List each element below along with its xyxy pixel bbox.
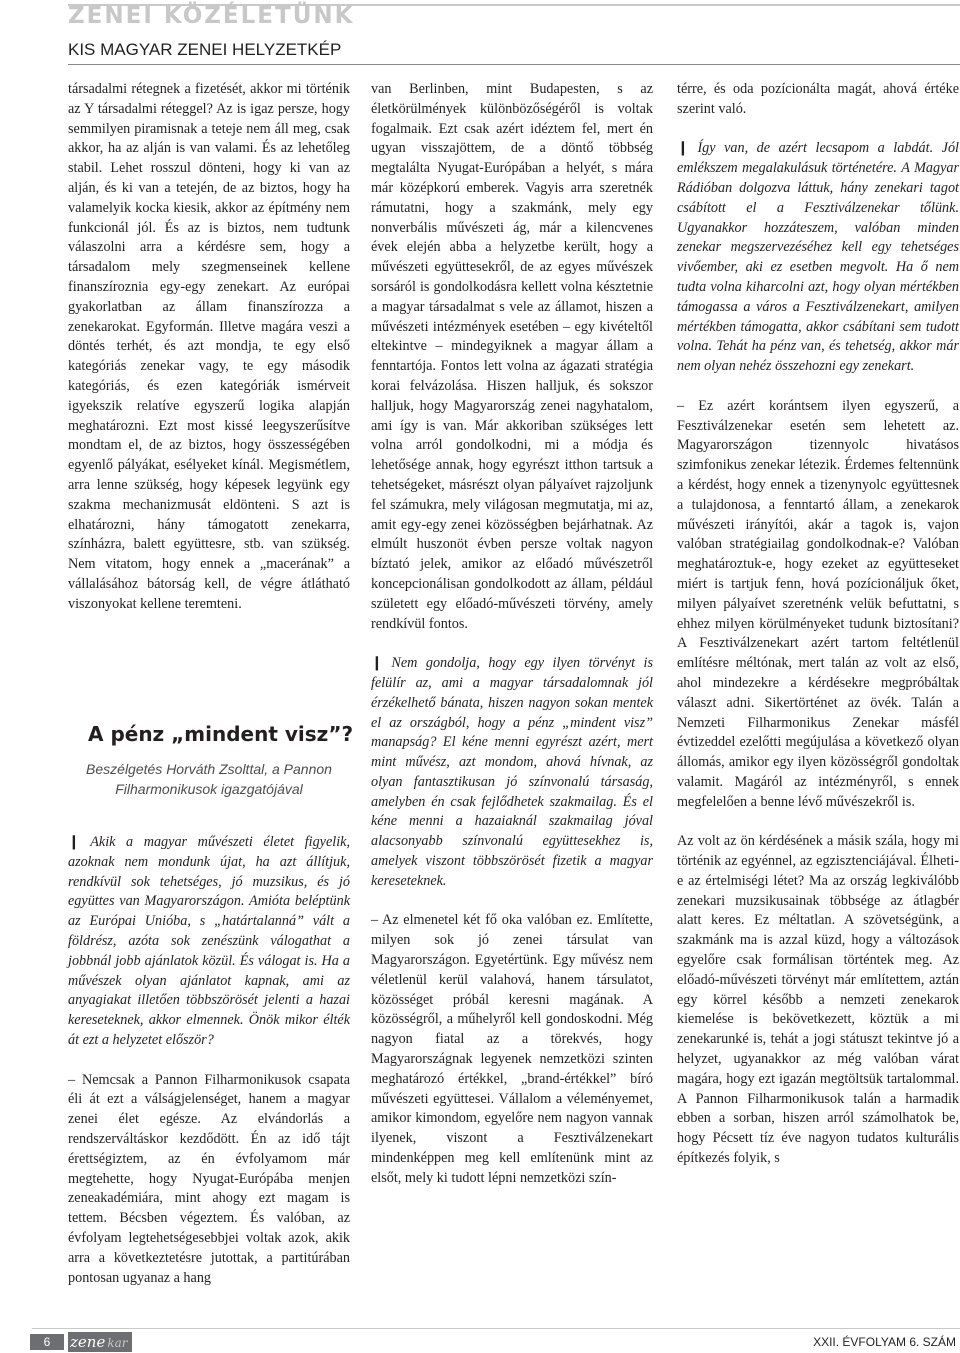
- page-number: 6: [30, 1334, 64, 1350]
- question-marker-icon: ❙: [68, 834, 80, 850]
- interview-question: [371, 654, 653, 892]
- interview-answer: – Az elmenetel két fő oka valóban ez. Említette, milyen sok jó zenei társulat van Magyarországon. Egyetértünk. Egy művész nem véletlenül kerül valahová, hanem társulatot, közösséget próbál keresni magának. A közösségről, a műhelyről kell gondoskodni. Még nagyon fiatal az a törekvés, hogy Magyarországnak legyenek nemzetközi szinten meghatározó értékkel, „brand-értékkel” bíró művészeti együttesei. Vállalom a véleményemet, amikor kimondom, egyelőre nem nagyon vannak ilyenek, viszont a Fesztiválzenekart mindenképpen meg kell említenünk mint az elsőt, mely ki tudott lépni nemzetközi szín-: [371, 912, 653, 1186]
- interview-subtitle: Beszélgetés Horváth Zsolttal, a Pannon Filharmonikusok igazgatójával: [86, 761, 332, 797]
- body-paragraph: van Berlinben, mint Budapesten, s az életkörülmények különbözőségéről is voltak fogalmaik. Ezt csak azért idéztem fel, mert én ugyan visszajöttem, de a döntő többség megtalálta Nyugat-Európában a helyét, s mára már középkorú emberek. Vagyis arra szeretnék rámutatni, hogy a szakmánk, mely egy nonverbális művészeti ág, már a kilencvenes évek elején abba a helyzetbe került, hogy a művészeti együttesekről, de az egyes művészek sorsáról is gondolkodásra kellett volna késztetnie a magyar társadalmat s vele az államot, hiszen a művészeti intézmények esetében – egy kivételtől eltekintve – mindegyiknek a magyar állam a fenntartója. Fontos lett volna az ágazati stratégia korai felvázolása. Hiszen halljuk, és sokszor halljuk, hogy Magyarország zenei nagyhatalom, ami így is van. Már akkoriban szükséges lett volna arról gondolkodni, mi a módja és lehetősége annak, hogy egyrészt itthon tartsuk a tehetségeket, másrészt olyan pályaívet rajzoljunk fel számukra, mely világosan megmutatja, mi az, amit egy-egy zenei közösségben bejárhatnak. Az elmúlt huszonöt évben persze voltak nagyon bíztató jelek, amikor az előadó művészetről koncepcionálisan gondolkodott az állam, például született egy előadó-művészeti törvény, amely rendkívül fontos.: [371, 81, 653, 632]
- column-2: [371, 80, 653, 1189]
- interview-answer: – Nemcsak a Pannon Filharmonikusok csapata éli át ezt a válságjelenséget, hanem a magyar zenei élet egésze. Az elvándorlás a rendszerváltáskor kezdődött. Én az idő tájt érettségiztem, az én évfolyamom már megtehette, hogy Nyugat-Európába menjen zeneakadémiára, mint ahogy ezt magam is tettem. Bécsben végeztem. És valóban, az évfolyam legtehetségesebbjei voltak azok, akik arra a következtetésre jutottak, a partitúrában pontosan ugyanaz a hang: [68, 1071, 350, 1286]
- magazine-logo: [68, 1332, 132, 1352]
- question-text: Így van, de azért lecsapom a labdát. Jól emlékszem megalakulásuk történetére. A Magyar Rádióban dolgozva láttuk, hány zenekari tagot csábított el a Fesztiválzenekar tőlünk. Ugyanakkor hozzáteszem, valóban minden zenekar megszervezéséhez kell egy tehetséges vivőember, aki ez esetben megvolt. Ha ő nem tudta volna kiharcolni azt, hogy olyan mértékben támogassa a város a Fesztiválzenekart, amilyen mértékben támogatta, akkor csábítani sem tudott volna. Tehát ha pénz van, és tehetség, akkor már nem olyan nehéz összehozni egy zenekart.: [677, 140, 959, 375]
- interview-title: A pénz „mindent visz”?: [88, 722, 354, 746]
- body-paragraph: társadalmi rétegnek a fizetését, akkor mi történik az Y társadalmi réteggel? Az is igaz persze, hogy semmilyen piramisnak a teteje nem áll meg, csak akkor, ha az alján is van valami. És az lehetőleg stabil. Lehet rosszul dönteni, hogy ki van az alján, és ki van a tetején, de az biztos, hogy ha valamelyik kocka kiesik, akkor az építmény nem funkcionál jól. És az is biztos, nem tudtunk válaszolni arra a kérdésre sem, hogy a társadalom mely szegmenseinek kellene finanszíroznia egy-egy zenekart. Az európai gyakorlatban az állam finanszírozza a zenekarokat. Egyformán. Illetve magára veszi a döntés terhét, és azt mondja, te egy első kategóriás zenekar vagy, te egy második kategóriás, és ezen kategóriák ismérveit igyekszik relatíve egyszerű logika alapján meghatározni. Ezt most kissé leegyszerűsítve mondtam el, de az biztos, hogy összességében egyenlő pályákat, esélyeket kínál. Megismétlem, arra lenne szükség, hogy képesek legyünk egy szakma mechanizmusát eldönteni. S azt is elhatározni, hány támogatott zenekarra, színházra, balett együttesre, stb. van szükség. Nem vitatom, hogy ennek a „macerának” a vállalásához bátorság kell, de végre átlátható viszonyokat kellene teremteni.: [68, 81, 350, 612]
- issue-label: XXII. ÉVFOLYAM 6. SZÁM: [813, 1335, 956, 1349]
- logo-primary: zene: [70, 1333, 106, 1351]
- header-divider: [68, 64, 960, 65]
- body-paragraph: Az volt az ön kérdésének a másik szála, hogy mi történik az egyénnel, az egzisztenciájával. Élheti-e az értelmiségi létet? Ma az ország legkiválóbb zenekari muzsikusainak többsége az átlagbér alatt keres. Ez méltatlan. A szövetségünk, a szakmánk ma is azzal küzd, hogy a változások egyelőre csak formálisan történtek meg. Az előadó-művészeti törvényt már említettem, aztán egy körrel később a nemzeti zenekarok kiemelése is bekövetkezett, köztük a mi zenekarunké is, tehát a jogi státuszt tekintve jó a helyzet, ugyanakkor az még valóban várat magára, hogy ezt igazán megtöltsük tartalommal. A Pannon Filharmonikusok talán a harmadik ebben a sorban, hiszen arról számolhatok be, hogy Pécsett tíz éve nagyon tudatos kulturális építkezés folyik, s: [677, 833, 959, 1167]
- section-title: ZENEI KÖZÉLETÜNK: [68, 3, 355, 29]
- footer-rule: [32, 1328, 960, 1329]
- interview-question: [677, 139, 959, 377]
- column-1: [68, 80, 350, 615]
- column-3: [677, 80, 959, 1169]
- question-text: Nem gondolja, hogy egy ilyen törvényt is felülír az, ami a magyar társadalomnak jól érzékelhető bánata, hiszen nagyon sokan mentek el az országból, hogy a pénz „mindent visz” manapság? El kéne menni egyrészt azért, mert mint művész, azt mondom, ahová hívnak, az olyan fantasztikusan jó színvonalú társaság, amelyben én csak fejlődhetek szakmailag. És el kéne menni a hazaiaknál szakmailag jóval alacsonyabb színvonalú együttesekhez is, amelyek viszont többszörösét fizetik a magyar kereseteknek.: [371, 655, 653, 889]
- body-paragraph: térre, és oda pozícionálta magát, ahová értéke szerint való.: [677, 81, 959, 117]
- interview-answer: – Ez azért korántsem ilyen egyszerű, a Fesztiválzenekar esetén sem lehetett az. Magyarországon tizennyolc hivatásos szimfonikus zenekar létezik. Érdemes feltennünk a kérdést, hogy ennek a tizenynyolc együttesnek a tulajdonosa, a fenntartó állam, a zenekarok művészeti irányítói, akár a tagok is, vajon valóban stratégiailag gondolkodnak-e? Valóban meghatároztuk-e, hogy ezeket az együtteseket miért is tartjuk fenn, hová pozícionáljuk őket, milyen pályaívet szeretnénk velük befuttatni, s ehhez milyen körülményeket tudunk biztosítani? A Fesztiválzenekart azért tartom feltétlenül említésre méltónak, mert talán az volt az első, ahol mindezekre a kérdésekre megpróbáltak választ adni. Sikertörténet az övék. Talán a Nemzeti Filharmonikus Zenekar másfél évtizeddel ezelőtti megújulása a következő olyan állomás, amikor egy ilyen közösségről gondoltak valamit. Magáról az intézményről, s ennek megfelelően a benne lévő művészekről is.: [677, 397, 959, 810]
- question-marker-icon: ❙: [371, 655, 383, 672]
- logo-secondary: kar: [107, 1336, 128, 1350]
- question-marker-icon: ❙: [677, 140, 689, 157]
- page-subtitle: KIS MAGYAR ZENEI HELYZETKÉP: [68, 40, 342, 59]
- question-text: Akik a magyar művészeti életet figyelik, azoknak nem mondunk újat, ha azt állítjuk, rendkívül sok tehetséges, jó muzsikus, és jó együttes van Magyarországon. Amióta beléptünk az Európai Unióba, s „határtalanná” vált a földrész, azóta sok zenészünk válogathat a jobbnál jobb ajánlatok közül. És válogat is. Ha a művészek olyan ajánlatot kapnak, ami az anyagiakat illetően többszörösét jelenti a hazai kereseteknek, akkor elmennek. Önök mikor élték át ezt a helyzetet először?: [68, 834, 350, 1048]
- interview-question: [68, 833, 350, 1051]
- column-1-interview: [68, 833, 350, 1288]
